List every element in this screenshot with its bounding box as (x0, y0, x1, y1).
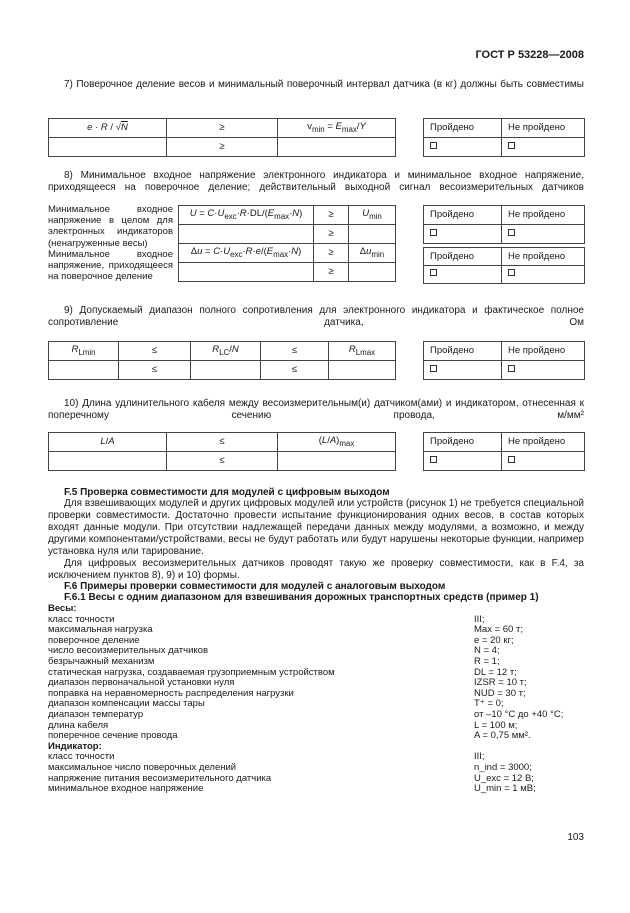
section-f5-paragraph-2: Для цифровых весоизмерительных датчиков проводят такую же проверку совместимости, как в F.4, за исключением пунктов 8), 9) и 10) формы. (48, 558, 584, 581)
item10-result-table (423, 432, 585, 471)
item8-relation: ≥ (314, 263, 349, 282)
spec-row: поверочное деление e = 20 кг; (48, 634, 514, 646)
indicator-label: Индикатор: (48, 740, 102, 752)
spec-row: максимальная нагрузка Max = 60 т; (48, 624, 523, 636)
item7-result-table (423, 118, 585, 157)
spec-row: диапазон температур от –10 °С до +40 °С; (48, 708, 564, 720)
pass-checkbox[interactable] (430, 365, 437, 372)
item8-target-b: $\Delta u_{min}$ (349, 244, 396, 263)
item10-formula-table (48, 432, 396, 471)
fail-label: Не пройдено (502, 342, 585, 361)
item9-rlmin: $R_{Lmin}$ (49, 342, 119, 361)
spec-row: длина кабеля L = 100 м; (48, 719, 518, 731)
item8-label-overall: Минимальное входное напряжение в целом для электронных индикаторов (ненагруженные весы) (48, 204, 173, 249)
spec-row: напряжение питания весоизмерительного датчика U_exc = 12 В; (48, 772, 534, 784)
pass-label: Пройдено (424, 119, 502, 138)
item9-rlc: $R_{LC}/N$ (191, 342, 261, 361)
item9-rlmax: $R_{Lmax}$ (329, 342, 396, 361)
spec-row: диапазон компенсации массы тары T⁺ = 0; (48, 698, 504, 710)
item7-empty-cell (49, 138, 167, 157)
item8-relation: ≥ (314, 244, 349, 263)
spec-row: число весоизмерительных датчиков N = 4; (48, 645, 500, 657)
section-f6-heading: F.6 Примеры проверки совместимости для модулей с аналоговым выходом (64, 581, 446, 592)
section-f5-paragraph-1: Для взвешивающих модулей и других цифровых модулей или устройств (рисунок 1) не требуется специальной проверки совместимости. Достаточно провести испытание функционирования одних весов, в состав которых входят данные модули. При отсутствии надлежащей передачи данных между модулями, а возможно, и между другими компонентами/устройствами, весы не будут работать или будут нарушены некоторые функции, например установка нуля или тарирование. (48, 498, 584, 557)
spec-row: поправка на неравномерность распределения нагрузки NUD = 30 т; (48, 687, 526, 699)
item9-relation: ≤ (119, 342, 191, 361)
item7-empty-cell (278, 138, 396, 157)
item9-text: 9) Допускаемый диапазон полного сопротивления для электронного индикатора и фактическое полное сопротивление датчика, Ом (48, 305, 584, 328)
item8-result-table-b (423, 247, 585, 284)
pass-label: Пройдено (424, 342, 502, 361)
scales-label: Весы: (48, 603, 77, 614)
section-f5-heading: F.5 Проверка совместимости для модулей с цифровым выходом (64, 487, 390, 498)
pass-label: Пройдено (424, 433, 502, 452)
item8-formula-a: $U = C\cdot U_{exc}\cdot R\cdot DL/(E_{max}\cdot N)$ (179, 206, 314, 225)
item7-formula: e · R / √N (49, 119, 167, 138)
standard-header: ГОСТ Р 53228—2008 (475, 49, 584, 61)
spec-row: диапазон первоначальной установки нуля IZSR = 10 т; (48, 677, 527, 689)
fail-checkbox[interactable] (508, 229, 515, 236)
section-f6-subheading: F.6.1 Весы с одним диапазоном для взвешивания дорожных транспортных средств (пример 1) (64, 592, 539, 603)
fail-label: Не пройдено (502, 119, 585, 138)
spec-row: безрычажный механизм R = 1; (48, 655, 500, 667)
item10-la: L/A (49, 433, 167, 452)
item8-text: 8) Минимальное входное напряжение электронного индикатора и минимальное входное напряжение, приходящееся на поверочное деление; действительный выходной сигнал весоизмерительных датчиков (48, 170, 584, 193)
item8-label-per-division: Минимальное входное напряжение, приходящееся на поверочное деление (48, 249, 173, 283)
item10-text: 10) Длина удлинительного кабеля между весоизмерительным(и) датчиком(ами) и индикатором, отнесенная к поперечному сечению провода, м/мм² (48, 398, 584, 421)
fail-label: Не пройдено (502, 248, 585, 266)
pass-checkbox[interactable] (430, 456, 437, 463)
fail-checkbox[interactable] (508, 456, 515, 463)
pass-checkbox[interactable] (430, 142, 437, 149)
item10-la-max: $(L/A)_{max}$ (278, 433, 396, 452)
item8-relation: ≥ (314, 206, 349, 225)
item10-relation: ≤ (167, 433, 278, 452)
pass-checkbox[interactable] (430, 269, 437, 276)
item9-relation: ≤ (261, 361, 329, 380)
item7-relation: ≥ (167, 138, 278, 157)
item7-formula-table (48, 118, 396, 157)
item7-relation: ≥ (167, 119, 278, 138)
item8-formula-b: $\Delta u = C\cdot U_{exc}\cdot R\cdot e/(E_{max}\cdot N)$ (179, 244, 314, 263)
item7-target: $v_{min} = E_{max}/Y$ (278, 119, 396, 138)
fail-label: Не пройдено (502, 206, 585, 225)
page-number: 103 (567, 832, 584, 843)
item9-formula-table (48, 341, 396, 380)
scales-spec-list (48, 604, 584, 795)
item8-formula-table (178, 205, 396, 282)
spec-row: максимальное число поверочных делений n_ind = 3000; (48, 761, 532, 773)
spec-row: класс точности III; (48, 613, 485, 625)
item9-result-table (423, 341, 585, 380)
fail-checkbox[interactable] (508, 269, 515, 276)
item9-relation: ≤ (261, 342, 329, 361)
spec-row: минимальное входное напряжение U_min = 1 мВ; (48, 783, 536, 795)
spec-row: класс точности III; (48, 751, 485, 763)
fail-checkbox[interactable] (508, 142, 515, 149)
item9-relation: ≤ (119, 361, 191, 380)
fail-label: Не пройдено (502, 433, 585, 452)
item8-result-table-a (423, 205, 585, 244)
pass-label: Пройдено (424, 248, 502, 266)
fail-checkbox[interactable] (508, 365, 515, 372)
item8-target-a: $U_{min}$ (349, 206, 396, 225)
item8-relation: ≥ (314, 225, 349, 244)
spec-row: статическая нагрузка, создаваемая грузоприемным устройством DL = 12 т; (48, 666, 517, 678)
pass-label: Пройдено (424, 206, 502, 225)
spec-row: поперечное сечение провода A = 0,75 мм². (48, 730, 531, 742)
item7-text: 7) Поверочное деление весов и минимальный поверочный интервал датчика (в кг) должны быть совместимы (64, 79, 584, 90)
item10-relation: ≤ (167, 452, 278, 471)
pass-checkbox[interactable] (430, 229, 437, 236)
